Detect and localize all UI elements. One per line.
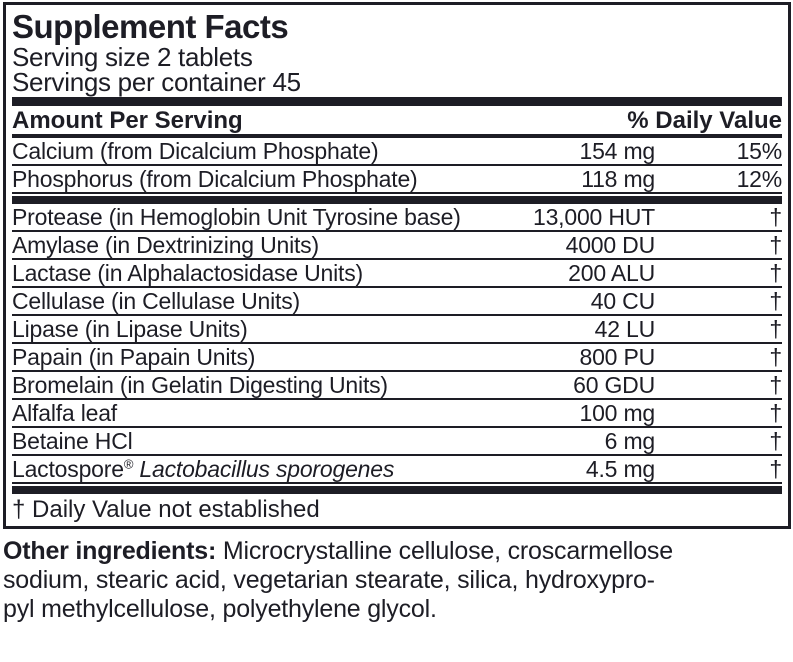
thick-divider (12, 196, 782, 204)
nutrient-daily-value: † (769, 344, 782, 370)
supplement-facts-panel (3, 2, 791, 529)
other-ingredients-line: pyl methylcellulose, polyethylene glycol. (3, 595, 437, 623)
column-header-row (12, 106, 782, 138)
nutrient-amount: 200 ALU (568, 260, 655, 286)
nutrient-daily-value: † (769, 288, 782, 314)
nutrient-daily-value: 12% (736, 166, 782, 192)
nutrient-name: Bromelain (in Gelatin Digesting Units) (12, 372, 388, 398)
nutrient-daily-value: 15% (736, 138, 782, 164)
nutrient-name: Calcium (from Dicalcium Phosphate) (12, 138, 379, 164)
servings-per-container: Servings per container 45 (12, 67, 301, 97)
nutrient-rows (12, 138, 782, 494)
nutrient-name: Papain (in Papain Units) (12, 344, 256, 370)
nutrient-row (12, 138, 782, 166)
nutrient-name: Lactase (in Alphalactosidase Units) (12, 260, 363, 286)
thick-divider (12, 97, 782, 106)
nutrient-daily-value: † (769, 372, 782, 398)
nutrient-row (12, 316, 782, 344)
nutrient-amount: 4.5 mg (585, 456, 655, 482)
panel-title: Supplement Facts (12, 8, 289, 45)
nutrient-row (12, 428, 782, 456)
nutrient-row (12, 166, 782, 194)
serving-size: Serving size 2 tablets (12, 42, 253, 72)
nutrient-amount: 40 CU (590, 288, 655, 314)
nutrient-name: Protease (in Hemoglobin Unit Tyrosine base) (12, 204, 461, 230)
nutrient-amount: 800 PU (579, 344, 655, 370)
nutrient-amount: 100 mg (579, 400, 655, 426)
header-amount-label: Amount Per Serving (12, 107, 243, 134)
nutrient-amount: 13,000 HUT (532, 204, 655, 230)
daily-value-footnote: † Daily Value not established (12, 496, 320, 523)
nutrient-row (12, 204, 782, 232)
nutrient-daily-value: † (769, 400, 782, 426)
other-ingredients (3, 537, 791, 624)
nutrient-daily-value: † (769, 456, 782, 482)
nutrient-amount: 60 GDU (573, 372, 655, 398)
nutrient-daily-value: † (769, 428, 782, 454)
other-ingredients-label: Other ingredients: (3, 537, 217, 565)
nutrient-daily-value: † (769, 204, 782, 230)
nutrient-row (12, 260, 782, 288)
nutrient-daily-value: † (769, 232, 782, 258)
nutrient-amount: 4000 DU (565, 232, 655, 258)
nutrient-row (12, 288, 782, 316)
nutrient-amount: 6 mg (604, 428, 655, 454)
nutrient-row (12, 400, 782, 428)
other-ingredients-line: sodium, stearic acid, vegetarian stearate, silica, hydroxypro- (3, 566, 655, 594)
nutrient-name: Alfalfa leaf (12, 400, 117, 426)
header-daily-value-label: % Daily Value (627, 107, 782, 134)
nutrient-amount: 118 mg (581, 166, 655, 192)
nutrient-amount: 42 LU (594, 316, 655, 342)
nutrient-daily-value: † (769, 260, 782, 286)
nutrient-name: Betaine HCl (12, 428, 133, 454)
nutrient-name: Lactospore® Lactobacillus sporogenes (12, 456, 395, 482)
nutrient-row (12, 344, 782, 372)
nutrient-name: Phosphorus (from Dicalcium Phosphate) (12, 166, 418, 192)
other-ingredients-text: Microcrystalline cellulose, croscarmellose (216, 537, 673, 565)
nutrient-daily-value: † (769, 316, 782, 342)
nutrient-name: Amylase (in Dextrinizing Units) (12, 232, 319, 258)
nutrient-amount: 154 mg (579, 138, 655, 164)
thick-divider (12, 486, 782, 494)
nutrient-name: Lipase (in Lipase Units) (12, 316, 248, 342)
nutrient-row (12, 232, 782, 260)
nutrient-name: Cellulase (in Cellulase Units) (12, 288, 301, 314)
nutrient-row (12, 456, 782, 484)
other-ingredients-line (3, 537, 791, 566)
nutrient-row (12, 372, 782, 400)
